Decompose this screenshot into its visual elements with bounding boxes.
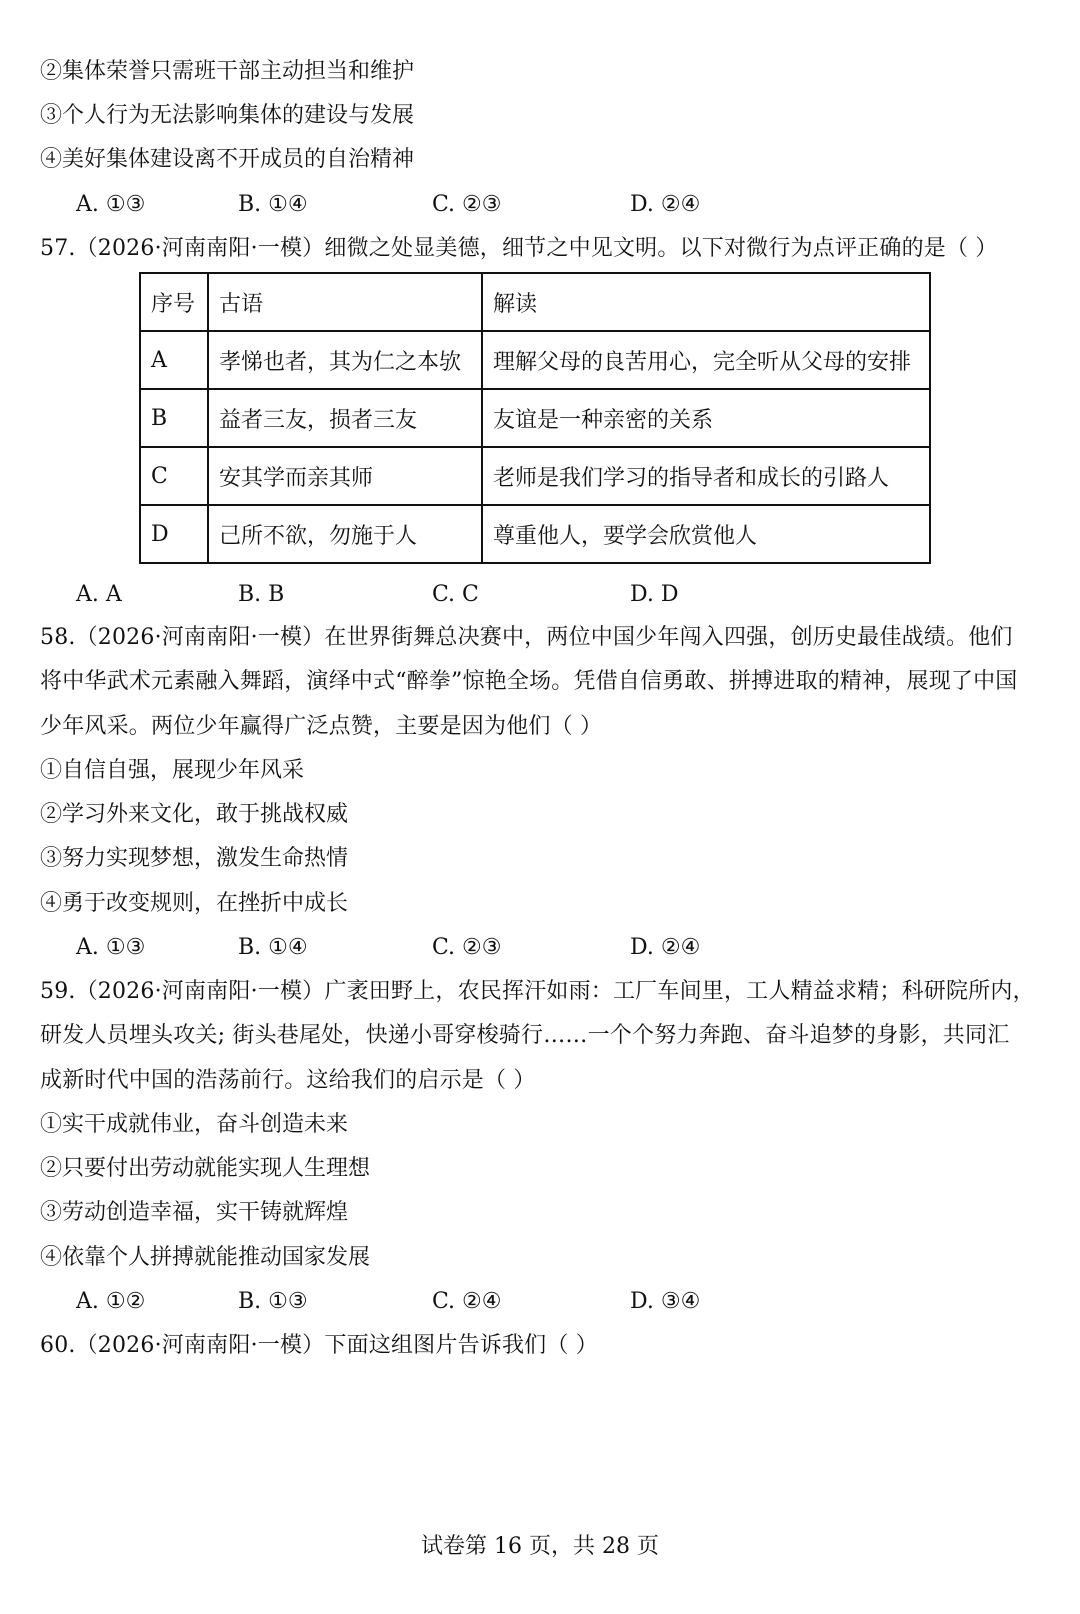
- table-cell: 老师是我们学习的指导者和成长的引路人: [482, 447, 930, 505]
- table-cell: 尊重他人，要学会欣赏他人: [482, 505, 930, 563]
- q59-item-3: ③劳动创造幸福，实干铸就辉煌: [40, 1200, 349, 1225]
- option-d[interactable]: D. ②④: [630, 192, 701, 217]
- q58-stem-line-3: 少年风采。两位少年赢得广泛点赞，主要是因为他们（ ）: [40, 714, 603, 739]
- option-c[interactable]: C. C: [432, 582, 479, 607]
- q59-stem-line-3: 成新时代中国的浩荡前行。这给我们的启示是（ ）: [40, 1068, 536, 1093]
- option-b[interactable]: B. B: [238, 582, 285, 607]
- option-d[interactable]: D. D: [630, 582, 679, 607]
- top-item-4: ④美好集体建设离不开成员的自治精神: [40, 147, 415, 172]
- table-header-cell: 序号: [140, 273, 208, 331]
- option-d[interactable]: D. ②④: [630, 935, 701, 960]
- table-row: [140, 505, 930, 563]
- option-b[interactable]: B. ①④: [238, 935, 308, 960]
- table-cell: C: [140, 447, 208, 505]
- q59-item-4: ④依靠个人拼搏就能推动国家发展: [40, 1245, 371, 1270]
- table-cell: 益者三友，损者三友: [208, 389, 482, 447]
- table-row: [140, 331, 930, 389]
- option-a[interactable]: A. ①②: [76, 1289, 146, 1314]
- option-b[interactable]: B. ①③: [238, 1289, 308, 1314]
- table-cell: 孝悌也者，其为仁之本欤: [208, 331, 482, 389]
- table-cell: 理解父母的良苦用心，完全听从父母的安排: [482, 331, 930, 389]
- q59-stem-line-2: 研发人员埋头攻关; 街头巷尾处，快递小哥穿梭骑行……一个个努力奔跑、奋斗追梦的身影，共同汇: [40, 1023, 1010, 1048]
- table-cell: 安其学而亲其师: [208, 447, 482, 505]
- table-row: [140, 389, 930, 447]
- option-d[interactable]: D. ③④: [630, 1289, 701, 1314]
- q58-item-2: ②学习外来文化，敢于挑战权威: [40, 802, 349, 827]
- q58-stem-line-1: 58.（2026·河南南阳·一模）在世界街舞总决赛中，两位中国少年闯入四强，创历史最佳战绩。他们: [40, 625, 1013, 650]
- table-row: [140, 447, 930, 505]
- option-c[interactable]: C. ②④: [432, 1289, 502, 1314]
- table-cell: D: [140, 505, 208, 563]
- table-header-cell: 解读: [482, 273, 930, 331]
- table-header-cell: 古语: [208, 273, 482, 331]
- q58-item-4: ④勇于改变规则，在挫折中成长: [40, 891, 349, 916]
- top-item-2: ②集体荣誉只需班干部主动担当和维护: [40, 59, 415, 84]
- table-header-row: [140, 273, 930, 331]
- option-a[interactable]: A. ①③: [76, 192, 146, 217]
- q58-stem-line-2: 将中华武术元素融入舞蹈，演绎中式“醉拳”惊艳全场。凭借自信勇敢、拼搏进取的精神，展现了中国: [40, 669, 1018, 694]
- q58-item-1: ①自信自强，展现少年风采: [40, 758, 305, 783]
- option-b[interactable]: B. ①④: [238, 192, 308, 217]
- q57-stem: 57.（2026·河南南阳·一模）细微之处显美德，细节之中见文明。以下对微行为点评正确的是（ ）: [40, 236, 998, 261]
- page-footer: 试卷第 16 页，共 28 页: [421, 1534, 659, 1559]
- q58-item-3: ③努力实现梦想，激发生命热情: [40, 846, 349, 871]
- q59-stem-line-1: 59.（2026·河南南阳·一模）广袤田野上，农民挥汗如雨：工厂车间里，工人精益求精；科研院所内，: [40, 979, 1035, 1004]
- q57-table: [139, 272, 931, 564]
- q60-stem: 60.（2026·河南南阳·一模）下面这组图片告诉我们（ ）: [40, 1333, 598, 1358]
- table-cell: A: [140, 331, 208, 389]
- q59-item-2: ②只要付出劳动就能实现人生理想: [40, 1156, 371, 1181]
- table-cell: 己所不欲，勿施于人: [208, 505, 482, 563]
- top-item-3: ③个人行为无法影响集体的建设与发展: [40, 103, 415, 128]
- option-c[interactable]: C. ②③: [432, 192, 502, 217]
- table-cell: 友谊是一种亲密的关系: [482, 389, 930, 447]
- option-a[interactable]: A. A: [76, 582, 122, 607]
- q59-item-1: ①实干成就伟业，奋斗创造未来: [40, 1112, 349, 1137]
- option-c[interactable]: C. ②③: [432, 935, 502, 960]
- option-a[interactable]: A. ①③: [76, 935, 146, 960]
- table-cell: B: [140, 389, 208, 447]
